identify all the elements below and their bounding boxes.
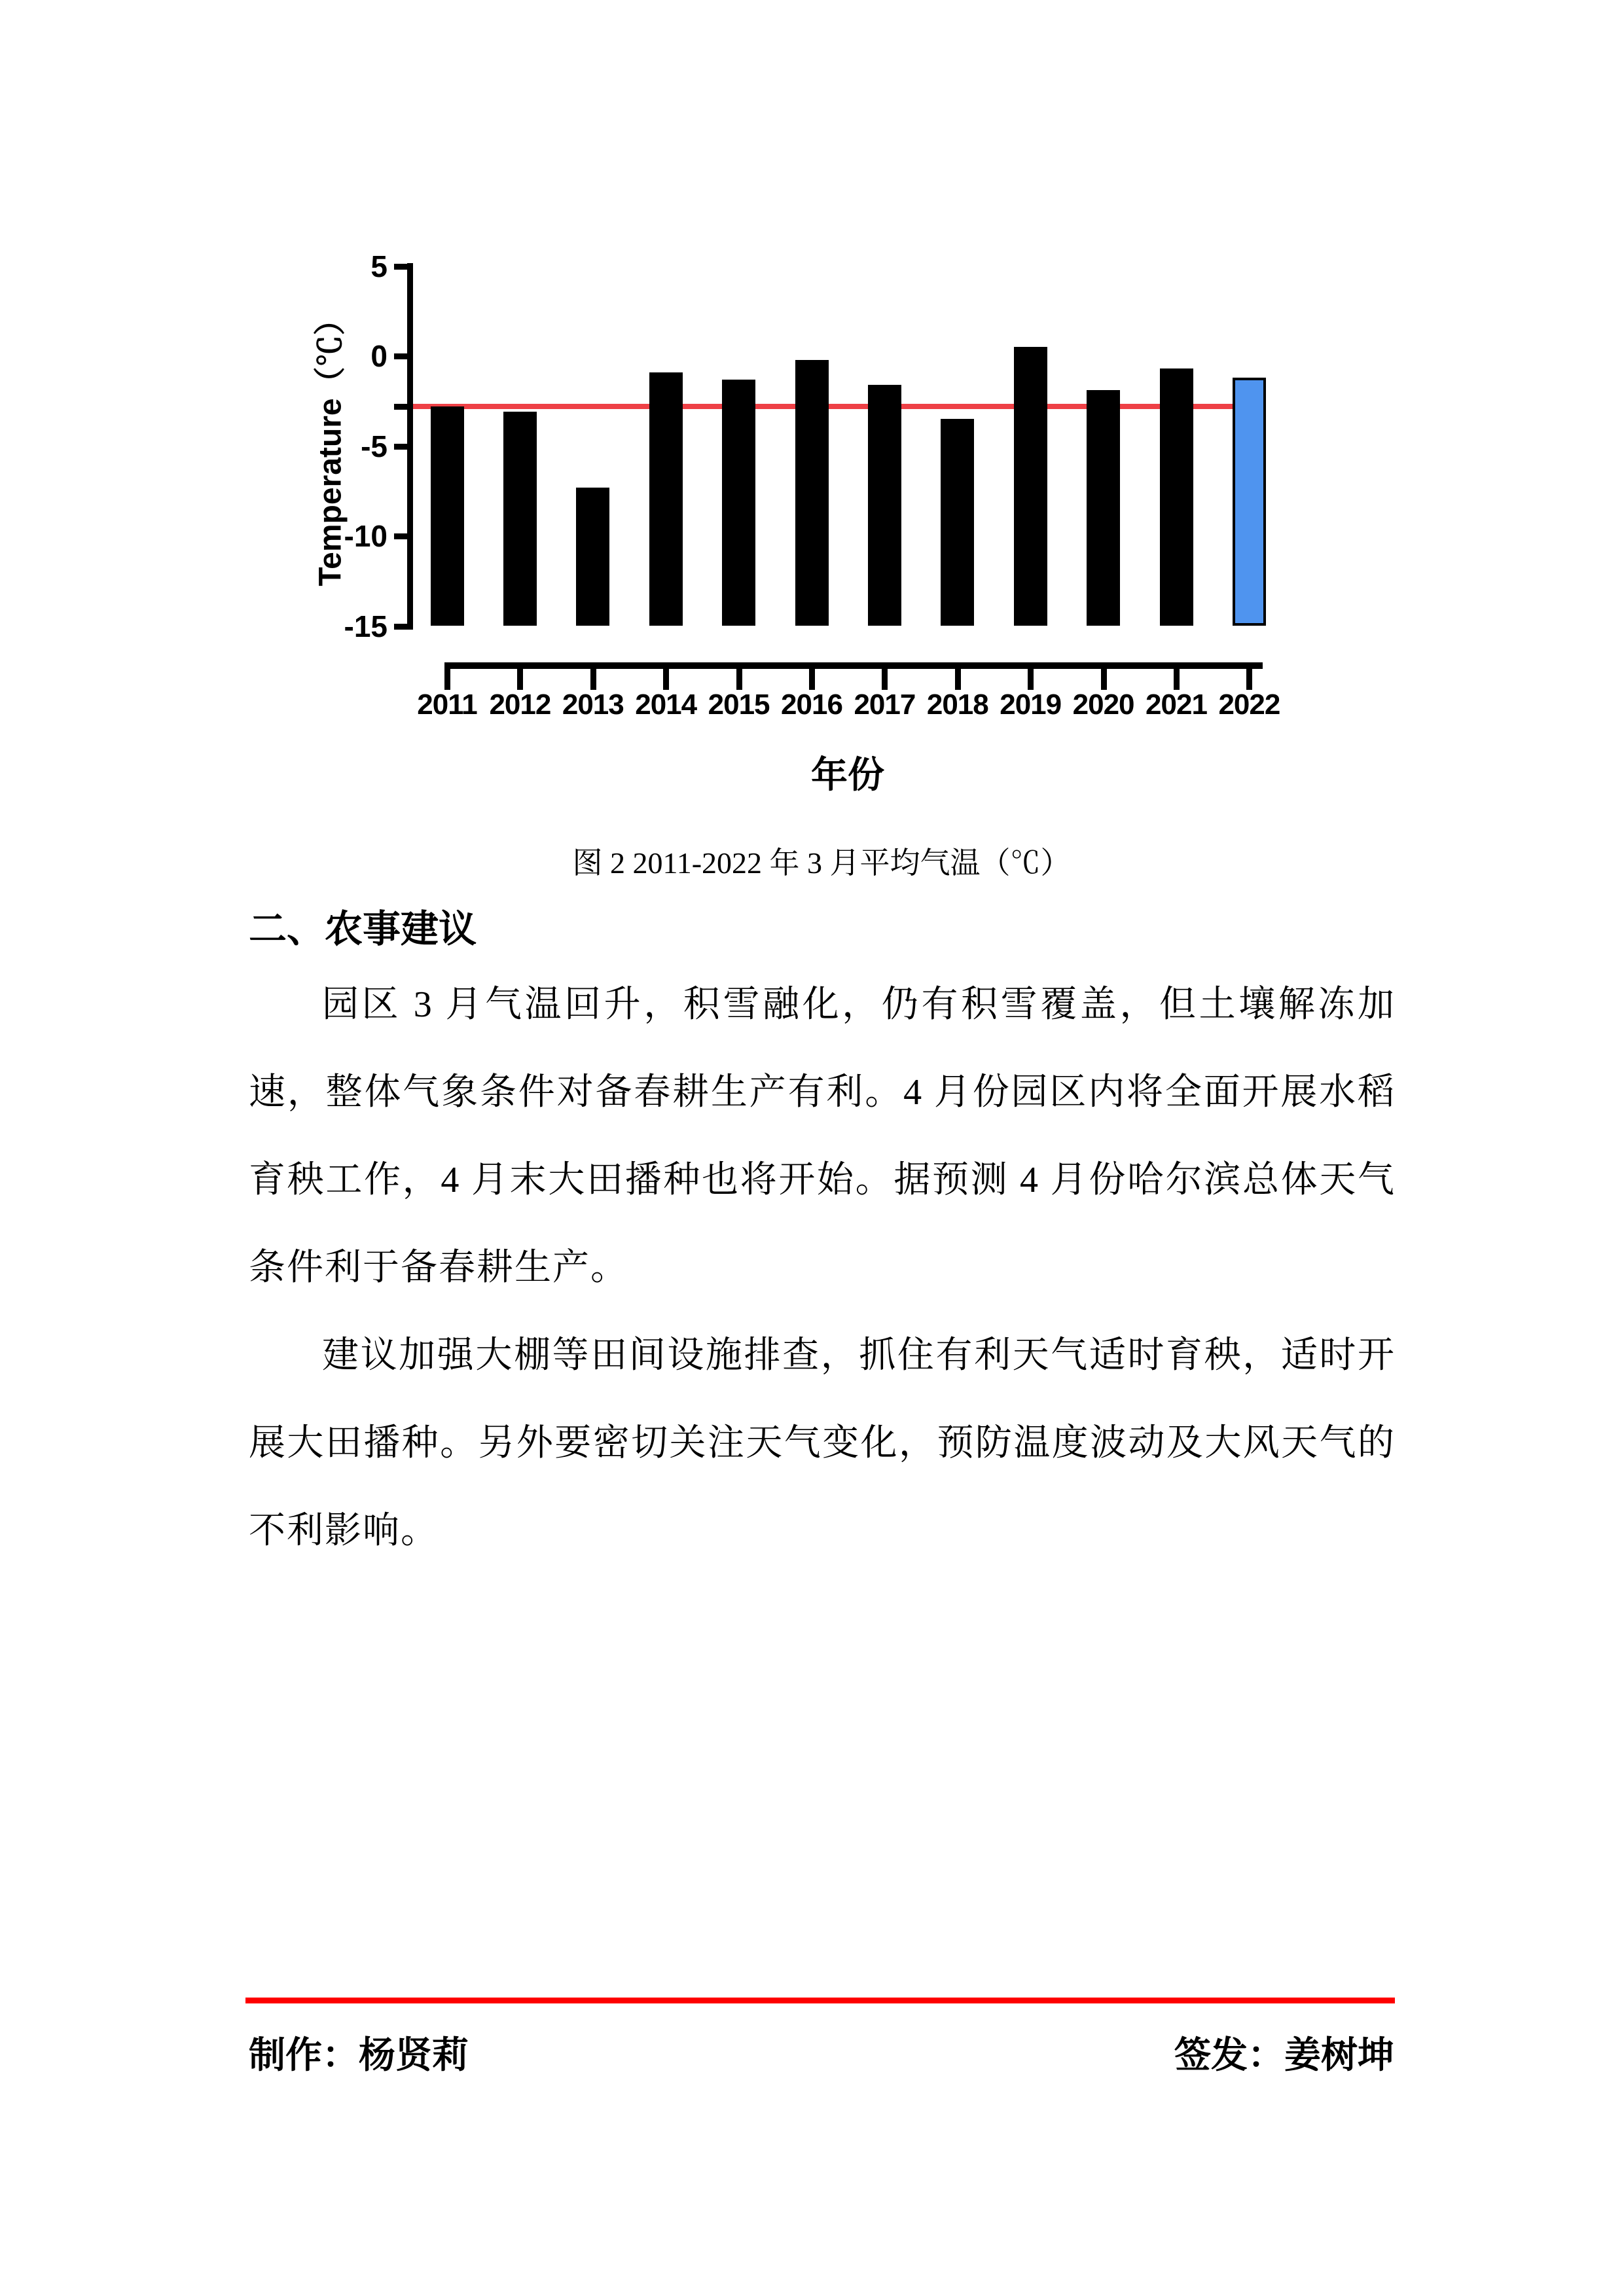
y-tick-label: -15 — [344, 609, 388, 643]
bar-2019 — [1014, 347, 1047, 626]
paragraph-advice: 建议加强大棚等田间设施排查，抓住有利天气适时育秧，适时开展大田播种。另外要密切关注天气变化，预防温度波动及大风天气的不利影响。 — [249, 1335, 1396, 1551]
bar-2022 — [1233, 378, 1266, 626]
x-tick — [955, 666, 961, 690]
section-heading: 二、农事建议 — [249, 908, 477, 950]
bar-2014 — [649, 372, 683, 626]
x-tick — [517, 666, 523, 690]
x-tick-label-2021: 2021 — [1146, 689, 1207, 721]
bar-2018 — [941, 419, 974, 626]
x-tick — [882, 666, 888, 690]
x-axis-line — [444, 662, 1263, 669]
x-tick — [1246, 666, 1252, 690]
footer — [249, 2026, 1394, 2079]
x-tick — [1174, 666, 1180, 690]
footer-signed-by: 签发：姜树坤 — [1174, 2036, 1394, 2076]
y-tick — [394, 264, 407, 270]
paragraph-weather-summary: 园区 3 月气温回升，积雪融化，仍有积雪覆盖，但土壤解冻加速，整体气象条件对备春耕生产有利。4 月份园区内将全面开展水稻育秧工作，4 月末大田播种也将开始。据预测 4 月份哈尔滨总体天气条件利于备春耕生产。 — [249, 984, 1396, 1288]
x-tick-label-2018: 2018 — [926, 689, 988, 721]
y-tick-label: -5 — [361, 429, 388, 463]
bar-2011 — [431, 406, 464, 626]
footer-made-by: 制作：杨贤莉 — [249, 2036, 469, 2076]
x-tick-label-2019: 2019 — [1000, 689, 1062, 721]
y-tick — [394, 444, 407, 450]
y-tick — [394, 533, 407, 539]
x-tick-label-2013: 2013 — [562, 689, 624, 721]
section-body — [249, 961, 1396, 1575]
x-axis-title: 年份 — [811, 755, 884, 796]
y-tick — [394, 624, 407, 630]
footer-divider — [245, 1998, 1395, 2003]
y-tick — [394, 353, 407, 359]
x-tick-label-2015: 2015 — [708, 689, 770, 721]
temperature-bar-chart — [0, 0, 1624, 825]
bar-2013 — [576, 488, 609, 626]
x-tick-label-2022: 2022 — [1218, 689, 1280, 721]
y-tick-label: 5 — [370, 249, 388, 283]
x-tick-label-2012: 2012 — [489, 689, 551, 721]
y-tick-label: -10 — [344, 519, 388, 553]
figure-caption: 图 2 2011-2022 年 3 月平均气温（℃） — [572, 846, 1071, 880]
x-tick-label-2011: 2011 — [417, 689, 477, 721]
x-tick — [736, 666, 742, 690]
bar-2016 — [795, 360, 829, 626]
x-tick-label-2020: 2020 — [1072, 689, 1134, 721]
x-tick — [444, 666, 450, 690]
bar-2015 — [722, 380, 755, 626]
y-tick-label: 0 — [370, 339, 388, 373]
x-tick-label-2014: 2014 — [635, 689, 697, 721]
bar-2021 — [1160, 368, 1193, 626]
x-tick — [663, 666, 669, 690]
x-tick-label-2016: 2016 — [781, 689, 842, 721]
x-tick — [1028, 666, 1034, 690]
bar-2017 — [868, 385, 901, 626]
x-tick — [590, 666, 596, 690]
x-tick — [809, 666, 815, 690]
bar-2012 — [503, 412, 537, 626]
y-axis-title: Temperature（℃） — [313, 304, 348, 586]
x-tick — [1101, 666, 1107, 690]
bar-2020 — [1087, 390, 1120, 626]
chart-reference-line — [413, 404, 1266, 409]
y-axis-line — [407, 263, 413, 630]
reference-line-tick — [394, 404, 407, 410]
x-tick-label-2017: 2017 — [854, 689, 916, 721]
